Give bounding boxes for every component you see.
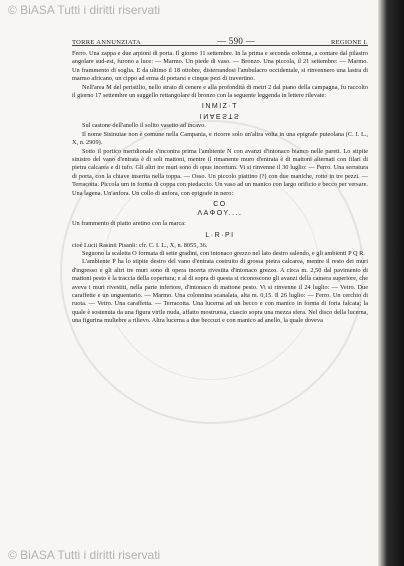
copyright-watermark-top: © BiASA Tutti i diritti riservati <box>8 3 161 17</box>
header-rule <box>72 45 368 46</box>
body-paragraph: Sotto il portico meridionale s'incontra prima l'ambiente N con avanzi d'intonaco bianco nelle pareti. Lo stipite sinistro del vano d'entrata è di soli mattoni, mentre il rimanente muro d'entrata è di mattoni alternati con filari di pietra calcarea e di tufo. Gli altri tre muri sono di opus incertum. Vi si rinvenne il 30 luglio: — Ferro. Una serratura di porta, con la chiave inserita nella toppa. — Osso. Un piccolo piattino (?) con due maniche, rotto in tre pezzi. — Terracotta. Piccola urn in forma di coppa con piedaccio. Un vaso ad un manico con largo orificio e becco per versare. Una lagena. Un'anfora. Un collo di anfora, con epigrafe in nero: <box>72 147 368 197</box>
document-body <box>72 50 368 326</box>
inscription <box>72 231 368 240</box>
inscription-line: ΛΑΦΟΥ.... <box>197 210 243 218</box>
page-number: — 590 — <box>216 36 256 46</box>
body-paragraph: Nell'area M del peristilio, nello strato di cenere e alla profondità di metri 2 dal piano della campagna, fu raccolto il giorno 17 settembre un suggello rettangolare di bronzo con la seguente leggenda in lettere rilevate: <box>72 83 368 100</box>
body-paragraph: Sul castone dell'anello il solito vasetto ad incavo. <box>82 122 206 130</box>
inscription-line: L·R·PI <box>205 231 235 239</box>
inscription <box>72 200 368 218</box>
inscription <box>72 102 368 120</box>
header-right: REGIONE I. <box>331 39 368 46</box>
header-left: TORRE ANNUNZIATA <box>72 39 141 46</box>
body-paragraph: cioè Lucii Rasinii Pisanii: cfr. C. I. L., X, n. 8055, 36. <box>72 241 208 249</box>
copyright-watermark-bottom: © BiASA Tutti i diritti riservati <box>8 548 161 562</box>
body-paragraph: Ferro. Una zappa e due arpioni di porta. Il giorno 11 settembre. In la prima e seconda colonna, a contare dal pilastro angolare sud-est, furono a luce: — Marmo. Un piede di vaso. — Bronzo. Una piccola, il 21 settembre: — Marmo. Un frammento di soglia. E da ultimo il 18 ottobre, disterrandosi l'ambulacro occidentale, si rinvennero una lastra di marmo africano, un cippo ad erma di portarsi e cinque pezi di travertino. <box>72 50 368 83</box>
body-paragraph: L'ambiente P ha lo stipite destro del vano d'entrata costruito di grossa pietra calcarea, mentre il resto dei muri d'ingresso e gli altri tre muri sono di opera incerta rivestita d'intonaco grezzo. A circa m. 2,50 dal pavimento di mattoni pesto è la traccia della copertura; e al di sopra di questa si riconoscono gli avanzi della camera superiore, che aveva i muri rivestiti, nella parte inferiore, d'intonaco di mattone pesto. Vi si rinvenne il 24 luglio: — Vetro. Due caraffette e un unguentario. — Marmo. Una colonnina scanalata, alta m. 0,15. Il 26 luglio: — Ferro. Un cerchio di ruota. — Vetro. Una caraffetta. — Terracotta. Una lucerna ad un becco e con manico in forma di foria falcata; la quale è sostenuta da una figura virile nuda, affatto mostruosa, ciascio sopra una mezza sfera. Nel disco della lucerna, una figurina muliebre a rilievo. Altra lucerna a due beccuzi e con manico ad anello, la quale doveva <box>72 258 368 325</box>
inscription-line: INAESTS <box>199 112 241 120</box>
inscription-line: CO <box>213 201 227 209</box>
inscription-line: INMIZ·T <box>201 103 239 111</box>
scan-dark-edge <box>378 0 404 566</box>
body-paragraph: Il nome Sisinuiae non è comune nella Campania, e ricorre solo un'altra volta in una epigrafe puteolana (C. I. L., X, n. 2909). <box>72 130 368 147</box>
body-paragraph: Un frammento di piatto aretino con la marca: <box>72 220 186 228</box>
body-paragraph: Seguono la scaletta O formata di sette gradini, con intonaco grezzo nel lato destro salendo, e gli ambienti P Q R. <box>82 249 365 257</box>
